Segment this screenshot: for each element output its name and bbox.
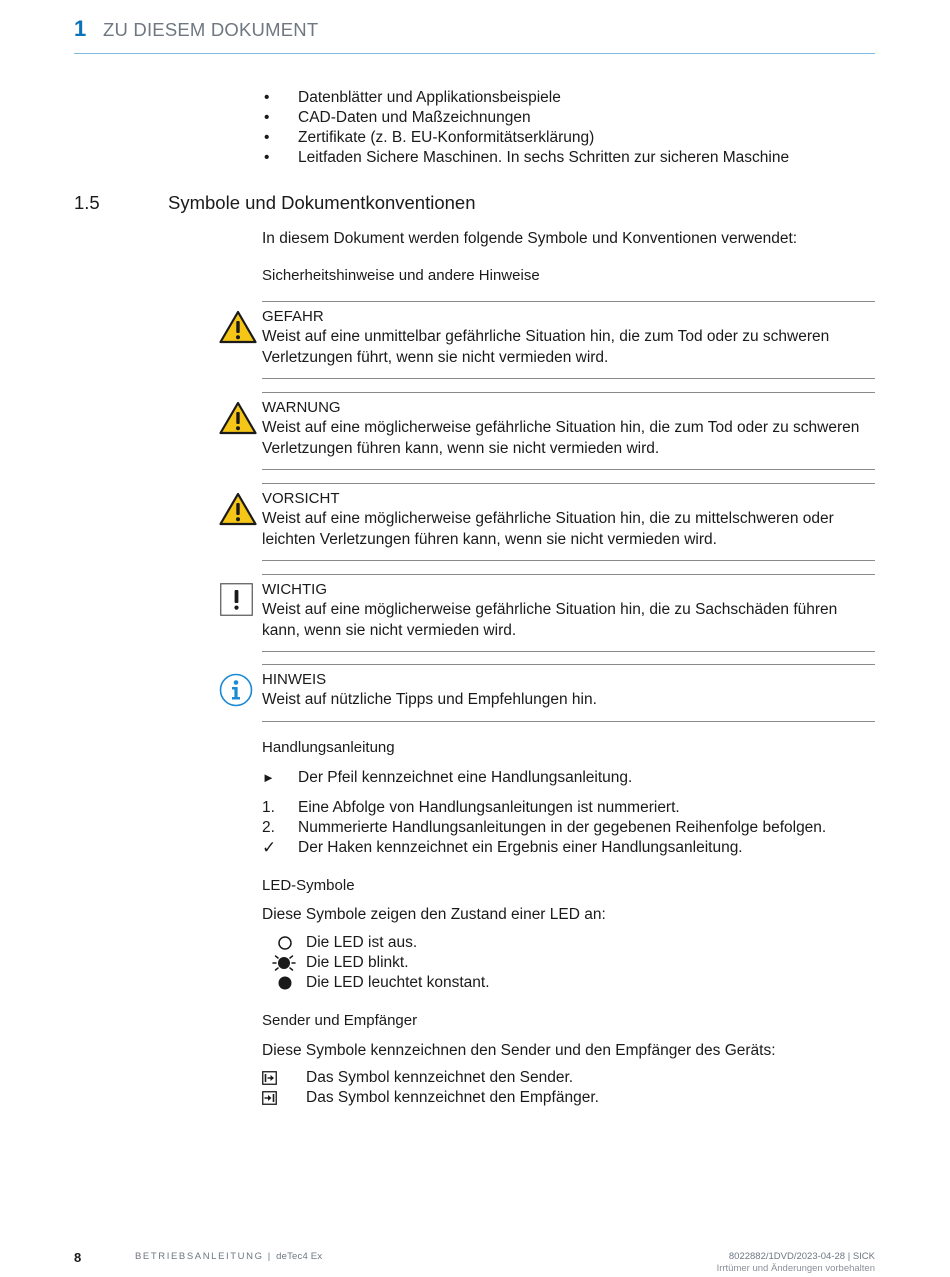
bullet-symbol: •	[264, 149, 270, 166]
exclamation-box-icon	[220, 583, 253, 616]
footer-doc-type: BETRIEBSANLEITUNG	[135, 1251, 264, 1262]
list-item	[0, 128, 950, 148]
list-item	[0, 933, 950, 953]
notice-top-rule	[262, 574, 875, 575]
list-item	[0, 818, 950, 838]
page-number: 8	[74, 1250, 82, 1265]
notice-label-hinweis: HINWEIS	[262, 671, 327, 688]
list-item	[0, 798, 950, 818]
sender-icon	[262, 1071, 277, 1085]
list-item-text: CAD-Daten und Maßzeichnungen	[298, 109, 531, 126]
section-number: 1.5	[74, 192, 100, 213]
sender-receiver-intro: Diese Symbole kennzeichnen den Sender und den Empfänger des Geräts:	[262, 1042, 776, 1059]
header-divider	[74, 53, 875, 54]
list-item	[0, 838, 950, 858]
notice-top-rule	[262, 392, 875, 393]
step-text: Eine Abfolge von Handlungsanleitungen ist nummeriert.	[298, 799, 680, 816]
receiver-icon	[262, 1091, 277, 1105]
step-text: Der Haken kennzeichnet ein Ergebnis einer Handlungsanleitung.	[298, 839, 743, 856]
sender-text: Das Symbol kennzeichnet den Sender.	[306, 1069, 574, 1086]
notice-label-warnung: WARNUNG	[262, 399, 341, 416]
chapter-number: 1	[74, 16, 87, 41]
section-intro: In diesem Dokument werden folgende Symbole und Konventionen verwendet:	[262, 230, 798, 247]
notice-text-hinweis: Weist auf nützliche Tipps und Empfehlungen hin.	[262, 691, 597, 708]
step-marker: 1.	[262, 799, 275, 816]
instructions-heading: Handlungsanleitung	[262, 739, 395, 756]
step-marker: 2.	[262, 819, 275, 836]
bullet-symbol: •	[264, 109, 270, 126]
list-item-text: Leitfaden Sichere Maschinen. In sechs Schritten zur sicheren Maschine	[298, 149, 790, 166]
list-item-text: Datenblätter und Applikationsbeispiele	[298, 89, 561, 106]
chapter-title: ZU DIESEM DOKUMENT	[103, 19, 319, 40]
notice-label-wichtig: WICHTIG	[262, 581, 327, 598]
notice-bottom-rule	[262, 721, 875, 722]
info-circle-icon	[219, 673, 253, 707]
safety-heading: Sicherheitshinweise und andere Hinweise	[262, 267, 540, 284]
list-item	[0, 1088, 950, 1108]
instruction-arrow-item	[0, 768, 950, 788]
notice-bottom-rule	[262, 651, 875, 652]
footer-separator: |	[263, 1251, 277, 1262]
notice-top-rule	[262, 483, 875, 484]
instruction-arrow-text: Der Pfeil kennzeichnet eine Handlungsanleitung.	[298, 769, 633, 786]
list-item	[0, 148, 950, 168]
list-item	[0, 973, 950, 993]
warning-triangle-icon	[219, 310, 257, 344]
led-heading: LED-Symbole	[262, 877, 355, 894]
list-item-text: Zertifikate (z. B. EU-Konformitätserklärung)	[298, 129, 595, 146]
list-item	[0, 953, 950, 973]
led-off-text: Die LED ist aus.	[306, 934, 418, 951]
notice-text-vorsicht: Weist auf eine möglicherweise gefährliche Situation hin, die zu mittelschweren oder leichten Verletzungen führen kann, wenn sie nicht vermieden wird.	[262, 510, 834, 548]
sender-receiver-heading: Sender und Empfänger	[262, 1012, 418, 1029]
notice-text-wichtig: Weist auf eine möglicherweise gefährliche Situation hin, die zu Sachschäden führen kann, wenn sie nicht vermieden wird.	[262, 601, 838, 639]
led-intro: Diese Symbole zeigen den Zustand einer LED an:	[262, 906, 606, 923]
notice-top-rule	[262, 664, 875, 665]
notice-text-warnung: Weist auf eine möglicherweise gefährliche Situation hin, die zum Tod oder zu schweren Verletzungen führen kann, wenn sie nicht vermieden wird.	[262, 419, 860, 457]
footer-product: deTec4 Ex	[276, 1251, 323, 1262]
section-title: Symbole und Dokumentkonventionen	[168, 192, 476, 213]
bullet-symbol: •	[264, 129, 270, 146]
led-blinking-icon	[272, 953, 296, 973]
notice-text-gefahr: Weist auf eine unmittelbar gefährliche Situation hin, die zum Tod oder zu schweren Verletzungen führt, wenn sie nicht vermieden wird.	[262, 328, 830, 366]
step-text: Nummerierte Handlungsanleitungen in der gegebenen Reihenfolge befolgen.	[298, 819, 827, 836]
list-item	[0, 108, 950, 128]
notice-bottom-rule	[262, 378, 875, 379]
led-on-text: Die LED leuchtet konstant.	[306, 974, 490, 991]
warning-triangle-icon	[219, 492, 257, 526]
notice-bottom-rule	[262, 560, 875, 561]
notice-top-rule	[262, 301, 875, 302]
bullet-symbol: •	[264, 89, 270, 106]
notice-label-gefahr: GEFAHR	[262, 308, 324, 325]
led-on-icon	[276, 974, 294, 992]
notice-bottom-rule	[262, 469, 875, 470]
notice-label-vorsicht: VORSICHT	[262, 490, 340, 507]
footer-disclaimer: Irrtümer und Änderungen vorbehalten	[716, 1263, 875, 1274]
list-item	[0, 1068, 950, 1088]
arrow-icon: ►	[262, 770, 275, 785]
footer-document-info	[135, 1251, 322, 1262]
footer-reference: 8022882/1DVD/2023-04-28 | SICK	[728, 1251, 875, 1262]
list-item	[0, 88, 950, 108]
led-off-icon	[276, 934, 294, 952]
led-blinking-text: Die LED blinkt.	[306, 954, 409, 971]
checkmark-icon: ✓	[262, 838, 277, 857]
receiver-text: Das Symbol kennzeichnet den Empfänger.	[306, 1089, 599, 1106]
warning-triangle-icon	[219, 401, 257, 435]
